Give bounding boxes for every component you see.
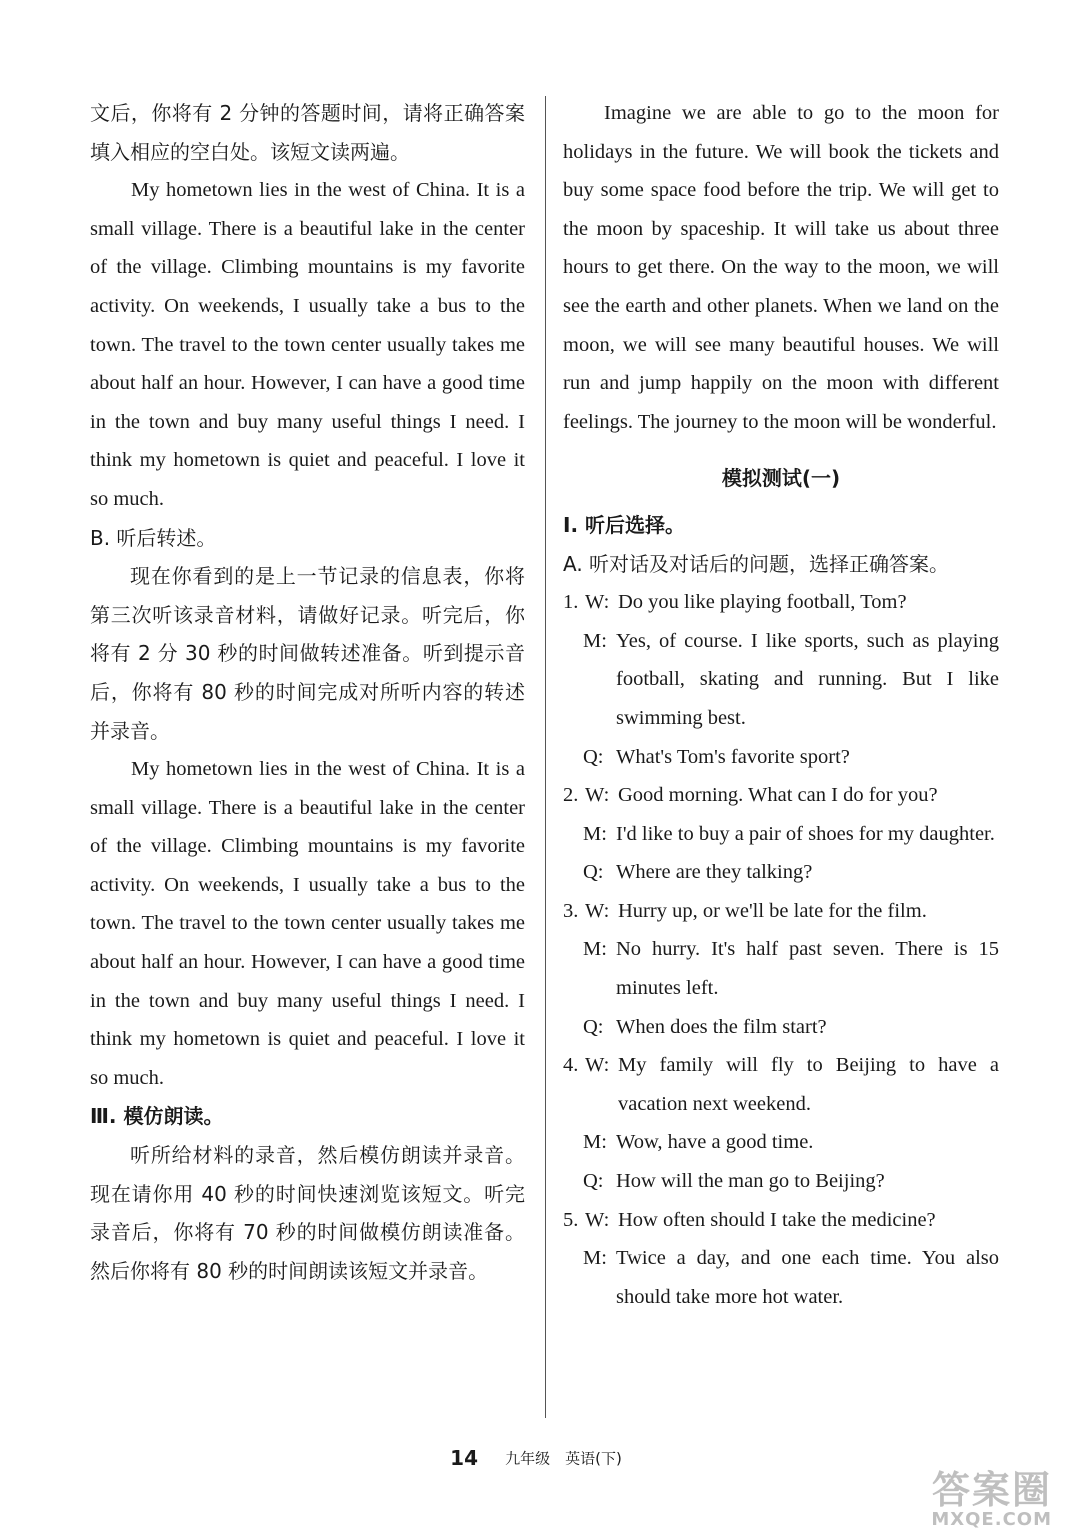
dialog-line — [563, 622, 999, 738]
question-number: 1. — [563, 591, 579, 614]
question-number: 5. — [563, 1208, 579, 1231]
dialog-line — [563, 1239, 999, 1316]
speaker-label: Q: — [583, 745, 604, 768]
dialog-text: Twice a day, and one each time. You also should take more hot water. — [616, 1247, 999, 1308]
speaker-label: M: — [583, 1131, 607, 1154]
right-column — [563, 94, 999, 1316]
dialog-line — [563, 1201, 999, 1240]
speaker-label: M: — [583, 629, 607, 652]
dialog-line — [563, 853, 999, 892]
dialog-line — [563, 1162, 999, 1201]
intro-instruction: 文后，你将有 2 分钟的答题时间，请将正确答案填入相应的空白处。该短文读两遍。 — [90, 101, 525, 164]
dialog-text: How often should I take the medicine? — [618, 1208, 936, 1231]
dialog-line — [563, 776, 999, 815]
dialog-line — [563, 1123, 999, 1162]
dialog-text: Good morning. What can I do for you? — [618, 784, 938, 807]
dialog-line — [563, 1046, 999, 1123]
speaker-label: W: — [585, 591, 610, 614]
speaker-label: W: — [585, 1208, 610, 1231]
dialog-text: Do you like playing football, Tom? — [618, 591, 907, 614]
column-divider — [545, 96, 546, 1418]
left-column — [90, 94, 525, 1290]
dialog-text: Where are they talking? — [616, 861, 813, 884]
watermark-main: 答案圈 — [931, 1468, 1052, 1512]
watermark-logo — [882, 1470, 1052, 1530]
section-b-title: B. 听后转述。 — [90, 525, 217, 550]
dialog-text: My family will fly to Beijing to have a vacation next weekend. — [618, 1054, 999, 1115]
speaker-label: Q: — [583, 1170, 604, 1193]
dialog-text: Wow, have a good time. — [616, 1131, 814, 1154]
hometown-passage-1: My hometown lies in the west of China. It is a small village. There is a beautiful lake in the center of the village. Climbing mountains is my favorite activity. On weekends, I usually take a bus to the town. The travel to the town center usually takes me about half an hour. However, I can have a good time in the town and buy many useful things I need. I think my hometown is quiet and peaceful. I love it so much. — [90, 179, 525, 510]
dialog-text: No hurry. It's half past seven. There is 15 minutes left. — [616, 938, 999, 1000]
dialog-line — [563, 815, 999, 854]
speaker-label: W: — [585, 1054, 610, 1077]
dialog-text: Hurry up, or we'll be late for the film. — [618, 899, 927, 922]
speaker-label: W: — [585, 899, 610, 922]
moon-passage: Imagine we are able to go to the moon for holidays in the future. We will book the tickets and buy some space food before the trip. We will get to the moon by spaceship. It will take us about three hours to get there. On the way to the moon, we will see the earth and other planets. When we land on the moon, we will see many beautiful houses. We will run and jump happily on the moon with different feelings. The journey to the moon will be wonderful. — [563, 102, 999, 433]
book-info: 九年级 英语(下) — [505, 1449, 622, 1468]
dialog-text: What's Tom's favorite sport? — [616, 745, 850, 768]
dialog-text: How will the man go to Beijing? — [616, 1170, 885, 1193]
speaker-label: M: — [583, 822, 607, 845]
speaker-label: M: — [583, 1247, 607, 1270]
dialog-text: When does the film start? — [616, 1015, 827, 1038]
dialog-text: Yes, of course. I like sports, such as playing football, skating and running. But I like swimming best. — [616, 629, 999, 729]
speaker-label: M: — [583, 938, 607, 961]
speaker-label: Q: — [583, 1015, 604, 1038]
section-3-instruction: 听所给材料的录音，然后模仿朗读并录音。现在请你用 40 秒的时间快速浏览该短文。听完录音后，你将有 70 秒的时间做模仿朗读准备。然后你将有 80 秒的时间朗读该短文并录音。 — [90, 1143, 525, 1283]
question-number: 4. — [563, 1054, 579, 1077]
question-number: 2. — [563, 784, 579, 807]
speaker-label: W: — [585, 784, 610, 807]
watermark-sub: MXQE.COM — [931, 1509, 1052, 1530]
dialog-line — [563, 930, 999, 1007]
dialog-line — [563, 738, 999, 777]
page-footer — [0, 1446, 1072, 1470]
dialog-line — [563, 892, 999, 931]
dialog-line — [563, 1008, 999, 1047]
section-3-title: Ⅲ. 模仿朗读。 — [90, 1104, 224, 1129]
speaker-label: Q: — [583, 861, 604, 884]
section-1-title: Ⅰ. 听后选择。 — [563, 512, 686, 537]
page-number: 14 — [450, 1446, 479, 1470]
dialog-line — [563, 583, 999, 622]
question-number: 3. — [563, 899, 579, 922]
test-title: 模拟测试(一) — [721, 466, 841, 491]
dialog-text: I'd like to buy a pair of shoes for my daughter. — [616, 822, 995, 845]
hometown-passage-2: My hometown lies in the west of China. It is a small village. There is a beautiful lake in the center of the village. Climbing mountains is my favorite activity. On weekends, I usually take a bus to the town. The travel to the town center usually takes me about half an hour. However, I can have a good time in the town and buy many useful things I need. I think my hometown is quiet and peaceful. I love it so much. — [90, 758, 525, 1089]
part-a-instruction: A. 听对话及对话后的问题，选择正确答案。 — [563, 551, 950, 576]
section-b-instruction: 现在你看到的是上一节记录的信息表，你将第三次听该录音材料，请做好记录。听完后，你将有 2 分 30 秒的时间做转述准备。听到提示音后，你将有 80 秒的时间完成对所听内容的转述并录音。 — [90, 564, 525, 743]
